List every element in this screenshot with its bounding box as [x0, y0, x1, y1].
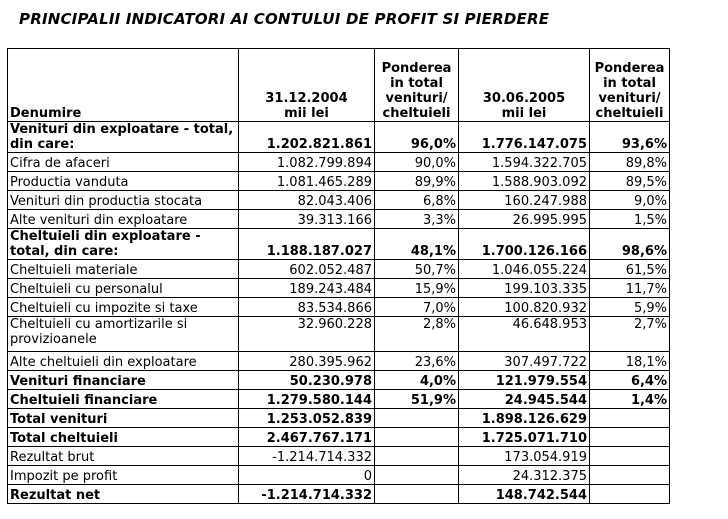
- header-col3: [459, 49, 590, 122]
- row-share-2004: [375, 447, 459, 466]
- row-share-2005: 18,1%: [590, 352, 670, 371]
- row-value-2005: 46.648.953: [459, 317, 590, 352]
- row-share-2004: 3,3%: [375, 210, 459, 229]
- row-share-2005: 11,7%: [590, 279, 670, 298]
- row-share-2005: 6,4%: [590, 371, 670, 390]
- table-row: [8, 279, 670, 298]
- table-row: [8, 390, 670, 409]
- header-col2-text: Ponderea in total venituri/ cheltuieli: [381, 61, 452, 121]
- row-share-2004: 6,8%: [375, 191, 459, 210]
- row-name: Venituri financiare: [8, 371, 239, 390]
- row-value-2005: 1.588.903.092: [459, 172, 590, 191]
- row-share-2004: 48,1%: [375, 229, 459, 260]
- header-name: Denumire: [8, 49, 239, 122]
- row-name: Rezultat brut: [8, 447, 239, 466]
- row-value-2005: 1.594.322.705: [459, 153, 590, 172]
- row-share-2005: 9,0%: [590, 191, 670, 210]
- row-share-2005: [590, 447, 670, 466]
- row-value-2004: -1.214.714.332: [239, 485, 375, 504]
- header-col1-text: 31.12.2004 mii lei: [265, 91, 348, 121]
- row-value-2004: 39.313.166: [239, 210, 375, 229]
- row-share-2004: [375, 409, 459, 428]
- table-header-row: [8, 49, 670, 122]
- row-name: Cheltuieli cu impozite si taxe: [8, 298, 239, 317]
- row-share-2005: [590, 485, 670, 504]
- page-title: PRINCIPALII INDICATORI AI CONTULUI DE PROFIT SI PIERDERE: [19, 10, 550, 28]
- row-name: Total venituri: [8, 409, 239, 428]
- row-value-2004: 0: [239, 466, 375, 485]
- row-share-2004: 96,0%: [375, 122, 459, 153]
- row-value-2004: 280.395.962: [239, 352, 375, 371]
- header-col3-text: 30.06.2005 mii lei: [482, 91, 566, 121]
- row-share-2005: 89,8%: [590, 153, 670, 172]
- row-value-2005: 100.820.932: [459, 298, 590, 317]
- row-name: Impozit pe profit: [8, 466, 239, 485]
- row-share-2005: [590, 409, 670, 428]
- table-row: [8, 409, 670, 428]
- profit-loss-table: [7, 48, 670, 504]
- table-row: [8, 298, 670, 317]
- table-row: [8, 485, 670, 504]
- row-name: Cheltuieli materiale: [8, 260, 239, 279]
- row-share-2005: [590, 428, 670, 447]
- row-value-2004: 32.960.228: [239, 317, 375, 352]
- table-row: [8, 172, 670, 191]
- row-value-2004: 1.188.187.027: [239, 229, 375, 260]
- row-name: Cifra de afaceri: [8, 153, 239, 172]
- row-name: Alte venituri din exploatare: [8, 210, 239, 229]
- row-share-2004: 7,0%: [375, 298, 459, 317]
- table-row: [8, 428, 670, 447]
- row-share-2004: 50,7%: [375, 260, 459, 279]
- table-row: [8, 466, 670, 485]
- row-share-2005: 1,5%: [590, 210, 670, 229]
- row-share-2005: 89,5%: [590, 172, 670, 191]
- row-value-2004: 1.082.799.894: [239, 153, 375, 172]
- table-row: [8, 447, 670, 466]
- table-row: [8, 352, 670, 371]
- row-name: Alte cheltuieli din exploatare: [8, 352, 239, 371]
- row-value-2004: 1.279.580.144: [239, 390, 375, 409]
- row-share-2005: 1,4%: [590, 390, 670, 409]
- row-value-2005: 1.725.071.710: [459, 428, 590, 447]
- row-name: Cheltuieli cu amortizarile si provizioanele: [8, 317, 239, 352]
- header-col1: [239, 49, 375, 122]
- row-share-2004: [375, 485, 459, 504]
- row-value-2005: 1.776.147.075: [459, 122, 590, 153]
- row-value-2004: 2.467.767.171: [239, 428, 375, 447]
- row-share-2004: 51,9%: [375, 390, 459, 409]
- row-value-2005: 173.054.919: [459, 447, 590, 466]
- row-share-2005: 61,5%: [590, 260, 670, 279]
- row-value-2004: 1.081.465.289: [239, 172, 375, 191]
- row-value-2004: 602.052.487: [239, 260, 375, 279]
- row-value-2005: 24.945.544: [459, 390, 590, 409]
- table-row: [8, 371, 670, 390]
- row-value-2005: 307.497.722: [459, 352, 590, 371]
- row-name: Productia vanduta: [8, 172, 239, 191]
- table-row: [8, 317, 670, 352]
- table-row: [8, 122, 670, 153]
- row-value-2004: 83.534.866: [239, 298, 375, 317]
- row-value-2005: 1.700.126.166: [459, 229, 590, 260]
- row-share-2005: 98,6%: [590, 229, 670, 260]
- row-share-2004: 2,8%: [375, 317, 459, 352]
- table-row: [8, 210, 670, 229]
- row-name: Cheltuieli cu personalul: [8, 279, 239, 298]
- row-share-2005: 93,6%: [590, 122, 670, 153]
- row-share-2004: 89,9%: [375, 172, 459, 191]
- table-row: [8, 229, 670, 260]
- row-value-2005: 199.103.335: [459, 279, 590, 298]
- row-share-2005: 2,7%: [590, 317, 670, 352]
- row-name: Rezultat net: [8, 485, 239, 504]
- row-name: Venituri din productia stocata: [8, 191, 239, 210]
- row-value-2005: 26.995.995: [459, 210, 590, 229]
- row-share-2004: 23,6%: [375, 352, 459, 371]
- row-value-2005: 148.742.544: [459, 485, 590, 504]
- row-value-2004: 189.243.484: [239, 279, 375, 298]
- table-row: [8, 191, 670, 210]
- row-value-2005: 121.979.554: [459, 371, 590, 390]
- header-col4-text: Ponderea in total venituri/ cheltuieli: [594, 61, 665, 121]
- row-value-2005: 160.247.988: [459, 191, 590, 210]
- row-name: Cheltuieli financiare: [8, 390, 239, 409]
- row-share-2004: 15,9%: [375, 279, 459, 298]
- row-share-2004: [375, 428, 459, 447]
- row-name: Cheltuieli din exploatare - total, din care:: [8, 229, 239, 260]
- table-row: [8, 153, 670, 172]
- row-name: Venituri din exploatare - total, din care:: [8, 122, 239, 153]
- row-value-2004: 1.253.052.839: [239, 409, 375, 428]
- row-value-2004: 1.202.821.861: [239, 122, 375, 153]
- row-share-2004: 90,0%: [375, 153, 459, 172]
- row-share-2005: [590, 466, 670, 485]
- row-share-2004: [375, 466, 459, 485]
- row-value-2004: 82.043.406: [239, 191, 375, 210]
- row-value-2005: 1.898.126.629: [459, 409, 590, 428]
- row-value-2005: 1.046.055.224: [459, 260, 590, 279]
- row-value-2005: 24.312.375: [459, 466, 590, 485]
- row-value-2004: 50.230.978: [239, 371, 375, 390]
- table-row: [8, 260, 670, 279]
- row-share-2004: 4,0%: [375, 371, 459, 390]
- header-col2: [375, 49, 459, 122]
- row-name: Total cheltuieli: [8, 428, 239, 447]
- row-share-2005: 5,9%: [590, 298, 670, 317]
- row-value-2004: -1.214.714.332: [239, 447, 375, 466]
- header-col4: [590, 49, 670, 122]
